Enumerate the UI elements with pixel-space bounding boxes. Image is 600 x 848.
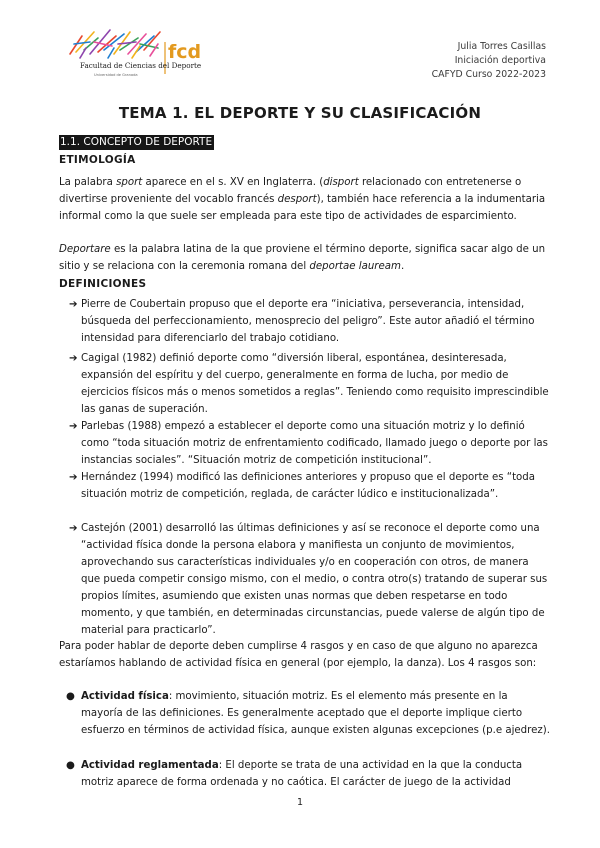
page-number: 1: [296, 797, 304, 808]
italic-term: desport: [277, 194, 317, 205]
logo-sub-text: Universidad de Granada: [94, 73, 138, 77]
arrow-icon: ➔: [69, 472, 78, 483]
section-heading: 1.1. CONCEPTO DE DEPORTE: [60, 136, 213, 148]
rasgo-text: : movimiento, situación motriz. Es el elemento más presente en la mayoría de las definiciones. Es generalmente aceptado que el deporte implique cierto esfuerzo en términos de actividad física, aunque existen algunas excepciones (p.e ajedrez).: [81, 691, 550, 736]
definiciones-heading: DEFINICIONES: [59, 278, 147, 290]
page-title: TEMA 1. EL DEPORTE Y SU CLASIFICACIÓN: [118, 104, 482, 122]
text-span: ), también hace referencia a la indumentaria informal como la que suele ser empleada para este tipo de actividades de esparcimiento.: [59, 194, 546, 222]
etimologia-paragraph-1: [59, 174, 547, 225]
rasgo-label: Actividad física: [81, 691, 169, 702]
document-meta: [432, 40, 546, 82]
author-name: Julia Torres Casillas: [457, 41, 546, 52]
rasgo-label: Actividad reglamentada: [81, 760, 219, 771]
bullet-icon: ●: [66, 691, 75, 702]
rasgo-text: : El deporte se trata de una actividad en la que la conducta motriz aparece de forma ordenada y no caótica. El carácter de juego de la actividad: [81, 760, 523, 788]
text-span: La palabra: [59, 177, 117, 188]
italic-term: deportae lauream: [309, 261, 401, 272]
logo-main-text: Facultad de Ciencias del Deporte: [80, 61, 202, 70]
subject-name: Iniciación deportiva: [454, 55, 546, 66]
faculty-logo-graphic: [64, 24, 204, 84]
italic-term: disport: [323, 177, 359, 188]
definition-item: [69, 520, 551, 639]
etimologia-paragraph-2: [59, 241, 547, 275]
arrow-icon: ➔: [69, 523, 78, 534]
text-span: relacionado con entretenerse o divertirse proveniente del vocablo francés: [59, 177, 522, 205]
rasgo-item: [66, 757, 551, 791]
definition-text: Castejón (2001) desarrolló las últimas definiciones y así se reconoce el deporte como una “actividad física donde la persona elabora y manifiesta un conjunto de movimientos, aprovechando sus características individuales y/o en cooperación con otros, de manera que pueda competir consigo mismo, con el medio, o contra otro(s) tratando de superar sus propios límites, asumiendo que existen unas normas que deben respetarse en todo momento, y que también, en determinadas circunstancias, puede valerse de algún tipo de material para practicarlo”.: [81, 523, 548, 636]
text-span: es la palabra latina de la que proviene el término deporte, significa sacar algo de un sitio y se relaciona con la ceremonia romana del: [59, 244, 546, 272]
definition-item: [69, 350, 551, 418]
definition-item: [69, 296, 551, 347]
rasgos-intro: Para poder hablar de deporte deben cumplirse 4 rasgos y en caso de que alguno no aparezca estaríamos hablando de actividad física en general (por ejemplo, la danza). Los 4 rasgos son:: [59, 641, 538, 669]
arrow-icon: ➔: [69, 421, 78, 432]
arrow-icon: ➔: [69, 299, 78, 310]
definition-text: Cagigal (1982) definió deporte como “diversión liberal, espontánea, desinteresada, expansión del espíritu y del cuerpo, generalmente en forma de lucha, por medio de ejercicios físicos más o menos sometidos a reglas”. Teniendo como requisito imprescindible las ganas de superación.: [81, 353, 549, 415]
arrow-icon: ➔: [69, 353, 78, 364]
italic-term: Deportare: [59, 244, 111, 255]
definition-text: Hernández (1994) modificó las definiciones anteriores y propuso que el deporte es “toda situación motriz de competición, reglada, de carácter lúdico e institucionalizada”.: [81, 472, 536, 500]
rasgo-item: [66, 688, 551, 739]
definition-text: Pierre de Coubertain propuso que el deporte era “iniciativa, perseverancia, intensidad, búsqueda del perfeccionamiento, menosprecio del peligro”. Este autor añadió el término intensidad para diferenciarlo del trabajo cotidiano.: [81, 299, 535, 344]
faculty-logo: [64, 24, 204, 84]
text-span: .: [400, 261, 405, 272]
definition-item: [69, 469, 551, 503]
course-name: CAFYD Curso 2022-2023: [431, 69, 546, 80]
text-span: aparece en el s. XV en Inglaterra. (: [142, 177, 324, 188]
italic-term: sport: [116, 177, 143, 188]
logo-acronym: fcd: [168, 41, 202, 63]
etimologia-heading: ETIMOLOGÍA: [59, 154, 136, 166]
definition-text: Parlebas (1988) empezó a establecer el deporte como una situación motriz y lo definió como “toda situación motriz de enfrentamiento codificado, llamado juego o deporte por las instancias sociales”. “Situación motriz de competición institucional”.: [81, 421, 548, 466]
definition-item: [69, 418, 551, 469]
bullet-icon: ●: [66, 760, 75, 771]
